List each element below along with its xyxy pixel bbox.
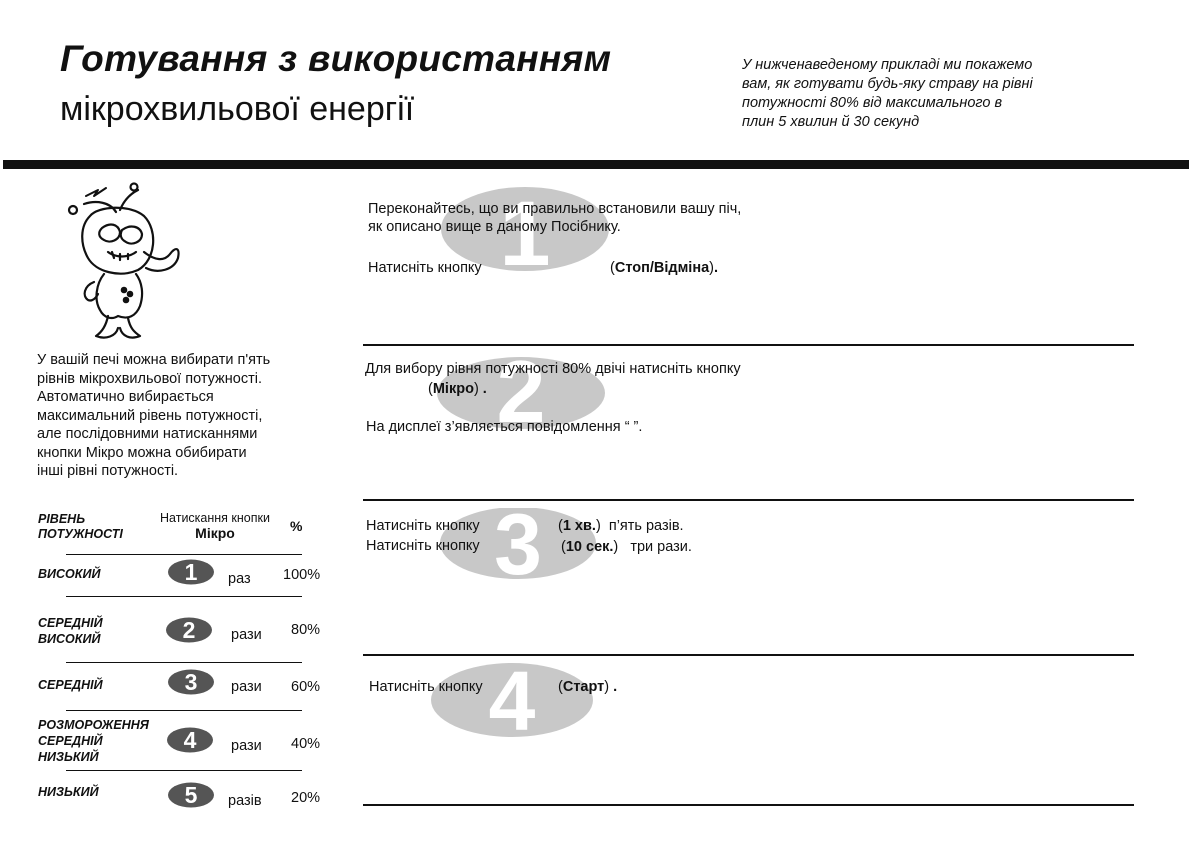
- level-name: [38, 615, 103, 647]
- press-count: раз: [228, 571, 251, 587]
- mascot-illustration: [58, 182, 190, 342]
- step-number: 2: [496, 350, 546, 436]
- header-text: ПОТУЖНОСТІ: [38, 527, 123, 541]
- step-1-instruction: [368, 200, 741, 236]
- badge-number: 3: [184, 669, 198, 695]
- header-button-name: Мікро: [195, 525, 235, 541]
- level-name: [38, 784, 99, 800]
- step-divider: [363, 804, 1134, 806]
- level-text: СЕРЕДНІЙ: [38, 734, 103, 748]
- step-divider: [363, 344, 1134, 346]
- micro-button-label: Мікро: [432, 381, 474, 397]
- press-times: п’ять разів.: [608, 518, 684, 534]
- intro-text: [742, 56, 1142, 132]
- level-text: НИЗЬКИЙ: [38, 750, 99, 764]
- intro-line: вам, як готувати будь-яку страву на рівні: [742, 76, 1033, 92]
- step-4-number-graphic: [430, 662, 600, 748]
- badge-5-icon: [167, 782, 215, 808]
- level-name: [38, 566, 100, 582]
- step-divider: [363, 654, 1134, 656]
- press-count: рази: [231, 738, 262, 754]
- table-header-level: [38, 512, 123, 542]
- level-text: ВИСОКИЙ: [38, 632, 101, 646]
- one-minute-button-label: 1 хв.: [562, 518, 596, 534]
- level-text: НИЗЬКИЙ: [38, 785, 99, 799]
- step-number: 4: [488, 662, 536, 748]
- stop-cancel-button-label: Стоп/Відміна: [614, 260, 710, 276]
- power-percent: 80%: [291, 622, 321, 638]
- step-1-button: (Стоп/Відміна).: [610, 260, 719, 276]
- step-4-button: (Старт) .: [558, 679, 618, 695]
- description-line: У вашій печі можна вибирати п'ять: [37, 352, 271, 368]
- badge-3-icon: [167, 669, 215, 695]
- table-divider: [66, 770, 302, 771]
- level-name: [38, 677, 103, 693]
- table-divider: [66, 554, 302, 555]
- table-header-percent: %: [290, 518, 303, 534]
- badge-number: 4: [183, 727, 197, 753]
- badge-number: 1: [184, 559, 198, 585]
- press-count: рази: [231, 627, 262, 643]
- badge-4-icon: [166, 727, 214, 753]
- step-text-line: як описано вище в даному Посібнику.: [368, 219, 621, 235]
- start-button-label: Старт: [562, 679, 605, 695]
- step-3-press-1: Натисніть кнопку: [366, 518, 480, 534]
- badge-number: 2: [182, 617, 196, 643]
- level-name: [38, 717, 149, 765]
- step-2-instruction: Для вибору рівня потужності 80% двічі натисніть кнопку: [365, 361, 741, 377]
- step-3-press-2: Натисніть кнопку: [366, 538, 480, 554]
- level-text: ВИСОКИЙ: [38, 567, 101, 581]
- step-divider: [363, 499, 1134, 501]
- table-header-press: [150, 511, 280, 541]
- step-number: 3: [494, 508, 542, 593]
- power-percent: 20%: [291, 790, 321, 806]
- badge-number: 5: [184, 782, 198, 808]
- press-count: рази: [231, 679, 262, 695]
- step-3-button-2: (10 сек.) три рази.: [561, 539, 692, 555]
- press-count: разів: [228, 793, 262, 809]
- description-line: максимальний рівень потужності,: [37, 407, 263, 424]
- press-times: три рази.: [630, 539, 692, 555]
- power-levels-description: [37, 351, 312, 481]
- description-line: рівнів мікрохвильової потужності.: [37, 370, 262, 387]
- table-divider: [66, 662, 302, 663]
- step-2-display-message: На дисплеї з’являється повідомлення “ ”.: [366, 419, 643, 435]
- description-line: інші рівні потужності.: [37, 463, 179, 479]
- table-divider: [66, 710, 302, 711]
- header-text: РІВЕНЬ: [38, 512, 86, 526]
- intro-line: плин 5 хвилин й 30 секунд: [742, 114, 920, 130]
- power-percent: 100%: [283, 567, 321, 583]
- power-percent: 60%: [291, 679, 321, 695]
- table-divider: [66, 596, 302, 597]
- level-text: СЕРЕДНІЙ: [38, 678, 103, 692]
- ten-seconds-button-label: 10 сек.: [565, 539, 614, 555]
- level-text: РОЗМОРОЖЕННЯ: [38, 718, 149, 732]
- description-line: кнопки Мікро можна обибирати: [37, 444, 247, 461]
- header-text: Натискання кнопки: [160, 511, 270, 525]
- badge-1-icon: [167, 559, 215, 585]
- step-4-press: Натисніть кнопку: [369, 679, 483, 695]
- step-1-press: Натисніть кнопку: [368, 260, 482, 276]
- page-subtitle: мікрохвильової енергії: [60, 90, 415, 128]
- step-3-button-1: (1 хв.) п’ять разів.: [558, 518, 684, 534]
- step-number: 1: [499, 186, 551, 272]
- power-percent: 40%: [291, 736, 321, 752]
- description-line: але послідовними натисканнями: [37, 426, 258, 442]
- intro-line: потужності 80% від максимального в: [742, 95, 1003, 111]
- badge-2-icon: [165, 617, 213, 643]
- step-2-button: (Мікро) .: [428, 381, 487, 397]
- page-title: Готування з використанням: [60, 38, 612, 79]
- header-divider: [3, 160, 1189, 169]
- step-text-line: Переконайтесь, що ви правильно встановили вашу піч,: [368, 201, 742, 217]
- level-text: СЕРЕДНІЙ: [38, 616, 103, 630]
- description-line: Автоматично вибирається: [37, 389, 214, 405]
- intro-line: У нижченаведеному прикладі ми покажемо: [742, 57, 1033, 73]
